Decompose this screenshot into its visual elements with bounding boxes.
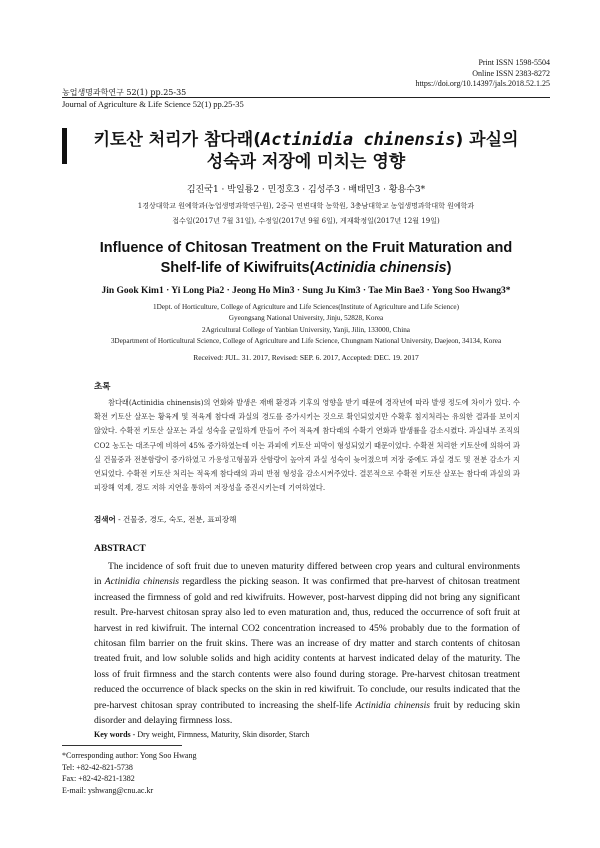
authors-kr: 김진국1 · 박일룡2 · 민정호3 · 김성주3 · 배태민3 · 황용수3* — [186, 185, 426, 195]
affiliations-en — [62, 302, 550, 347]
keywords-en-label: Key words — [94, 730, 131, 739]
affiliation-en-2: 2Agricultural College of Yanbian University, Yanji, Jilin, 133000, China — [202, 325, 410, 334]
abstract-en-text — [94, 559, 520, 728]
received-en: Received: JUL. 31. 2017, Revised: SEP. 6. 2017, Accepted: DEC. 19. 2017 — [193, 353, 419, 362]
abstract-kr-text — [94, 396, 520, 495]
footnote — [62, 750, 196, 796]
footnote-email[interactable]: E-mail: yshwang@cnu.ac.kr — [62, 785, 154, 795]
abstract-en-sci2: Actinidia chinensis — [355, 699, 430, 711]
title-kr-line1-post: ) 과실의 — [455, 130, 519, 150]
affiliation-en-1: 1Dept. of Horticulture, College of Agriculture and Life Sciences(Institute of Agriculture and Life Science) — [153, 303, 459, 311]
abstract-en-p2: regardless the picking season. It was confirmed that pre-harvest of chitosan treatment increased the firmness of gold and red kiwifruits. However, post-harvest dipping did not bring any significant result. Pre-harvest chitosan spray also led to even maturation and, thus, reduced the occurrence of soft fruit at harvest in red kiwifruit. The internal CO2 concentration increased to 45% probably due to the formation of chitosan film barrier on the fruit skins. There was an increase of dry matter and starch contents of chitosan treated fruit, and low soluble solids and high acidity contents at harvest indicated delay of the maturity. The loss of fruit firmness and the starch contents were also found during storage. Pre-harvest chitosan treatment reduced the occurrence of black specks on the skin in red kiwifruit. To conclude, our results indicated that the pre-harvest chitosan spray contributed to increasing the shelf-life — [94, 576, 520, 711]
journal-en: Journal of Agriculture & Life Science 52(1) pp.25-35 — [62, 99, 244, 109]
corresponding-author: *Corresponding author: Yong Soo Hwang — [62, 751, 197, 760]
title-en-line2-post: ) — [446, 260, 452, 276]
title-en-line2-pre: Shelf-life of Kiwifruits( — [160, 260, 315, 276]
footnote-fax: Fax: +82-42-821-1382 — [62, 774, 135, 783]
title-en-line1: Influence of Chitosan Treatment on the Fruit Maturation and — [99, 240, 513, 256]
title-en-sci: Actinidia chinensis — [314, 260, 447, 276]
keywords-en — [94, 730, 309, 739]
footnote-rule — [62, 745, 182, 746]
keywords-kr-text: - 건물중, 경도, 숙도, 전분, 표피장해 — [118, 515, 237, 524]
title-kr — [62, 129, 550, 173]
title-kr-sci: Actinidia chinensis — [260, 130, 456, 150]
doi-link[interactable]: https://doi.org/10.14397/jals.2018.52.1.25 — [415, 79, 550, 88]
abstract-kr-paragraph: 참다래(Actinidia chinensis)의 연화와 발생은 재배 환경과 기후의 영향을 받기 때문에 경작년에 따라 발생 정도에 차이가 있다. 수확전 키토산 살포는 황육계 및 적육계 참다래 과실의 경도를 증가시키는 것으로 확인되었지만 수확후 침지처리는 유의한 결과를 보이지 않았다. 수확전 키토산 살포는 과실 성숙을 균일하게 만들어 주어 적육계 참다래의 수확기 연화과 발생률을 감소시켰다. 과실내부 조직의 CO2 농도는 대조구에 비하여 45% 증가하였는데 이는 과피에 키토산 피막이 형성되었기 때문이었다. 수확전 처리한 키토산에 의하여 과실 건물중과 전분함량이 증가하였고 가용성고형물과 산함량이 높아져 과실 성숙이 늦어졌으며 저장 중에도 과실 경도 및 전분 감소가 지연되었다. 수확전 키토산 처리는 적육계 참다래의 과피 반점 형성을 감소시켜주었다. 결론적으로 수확전 키토산 살포는 참다래 과실의 과피장해 억제, 경도 저하 지연을 통하여 저장성을 증진시키는데 기여하였다. — [94, 398, 520, 493]
footnote-tel: Tel: +82-42-821-5738 — [62, 762, 133, 772]
affiliation-en-3: 3Department of Horticultural Science, College of Agriculture and Life Science, Chungnam National University, Daejeon, 34134, Korea — [110, 336, 502, 345]
title-en — [62, 238, 550, 278]
abstract-en-heading: ABSTRACT — [94, 544, 146, 554]
header-rule — [62, 97, 550, 98]
authors-en: Jin Gook Kim1 · Yi Long Pia2 · Jeong Ho Min3 · Sung Ju Kim3 · Tae Min Bae3 · Yong Soo Hwang3* — [101, 286, 511, 296]
issn-block — [415, 58, 550, 90]
dates-kr: 접수일(2017년 7월 31일), 수정일(2017년 9월 6일), 게재확정일(2017년 12월 19일) — [172, 217, 440, 225]
abstract-kr-heading: 초록 — [94, 382, 111, 392]
title-kr-line1-pre: 키토산 처리가 참다래( — [93, 130, 261, 150]
abstract-en-sci: Actinidia chinensis — [104, 576, 179, 588]
keywords-en-text: - Dry weight, Firmness, Maturity, Skin disorder, Starch — [132, 730, 310, 739]
affiliation-kr: 1경상대학교 원예학과(농업생명과학연구원), 2중국 연변대학 농학원, 3충남대학교 농업생명과학대학 원예학과 — [137, 202, 475, 210]
journal-kr: 농업생명과학연구 52(1) pp.25-35 — [62, 88, 187, 97]
abstract-en-p3: fruit by reducing skin disorder and delaying firmness loss. — [94, 699, 520, 727]
title-kr-line2: 성숙과 저장에 미치는 영향 — [206, 152, 406, 172]
affiliation-en-1b: Gyeongsang National University, Jinju, 52828, Korea — [228, 314, 384, 323]
keywords-kr — [94, 514, 236, 525]
online-issn: Online ISSN 2383-8272 — [472, 68, 550, 78]
keywords-kr-label: 검색어 — [94, 515, 116, 524]
abstract-en-p1: The incidence of soft fruit due to uneven maturity differed between crop years and cultural environments in — [94, 561, 520, 588]
print-issn: Print ISSN 1598-5504 — [478, 58, 550, 67]
